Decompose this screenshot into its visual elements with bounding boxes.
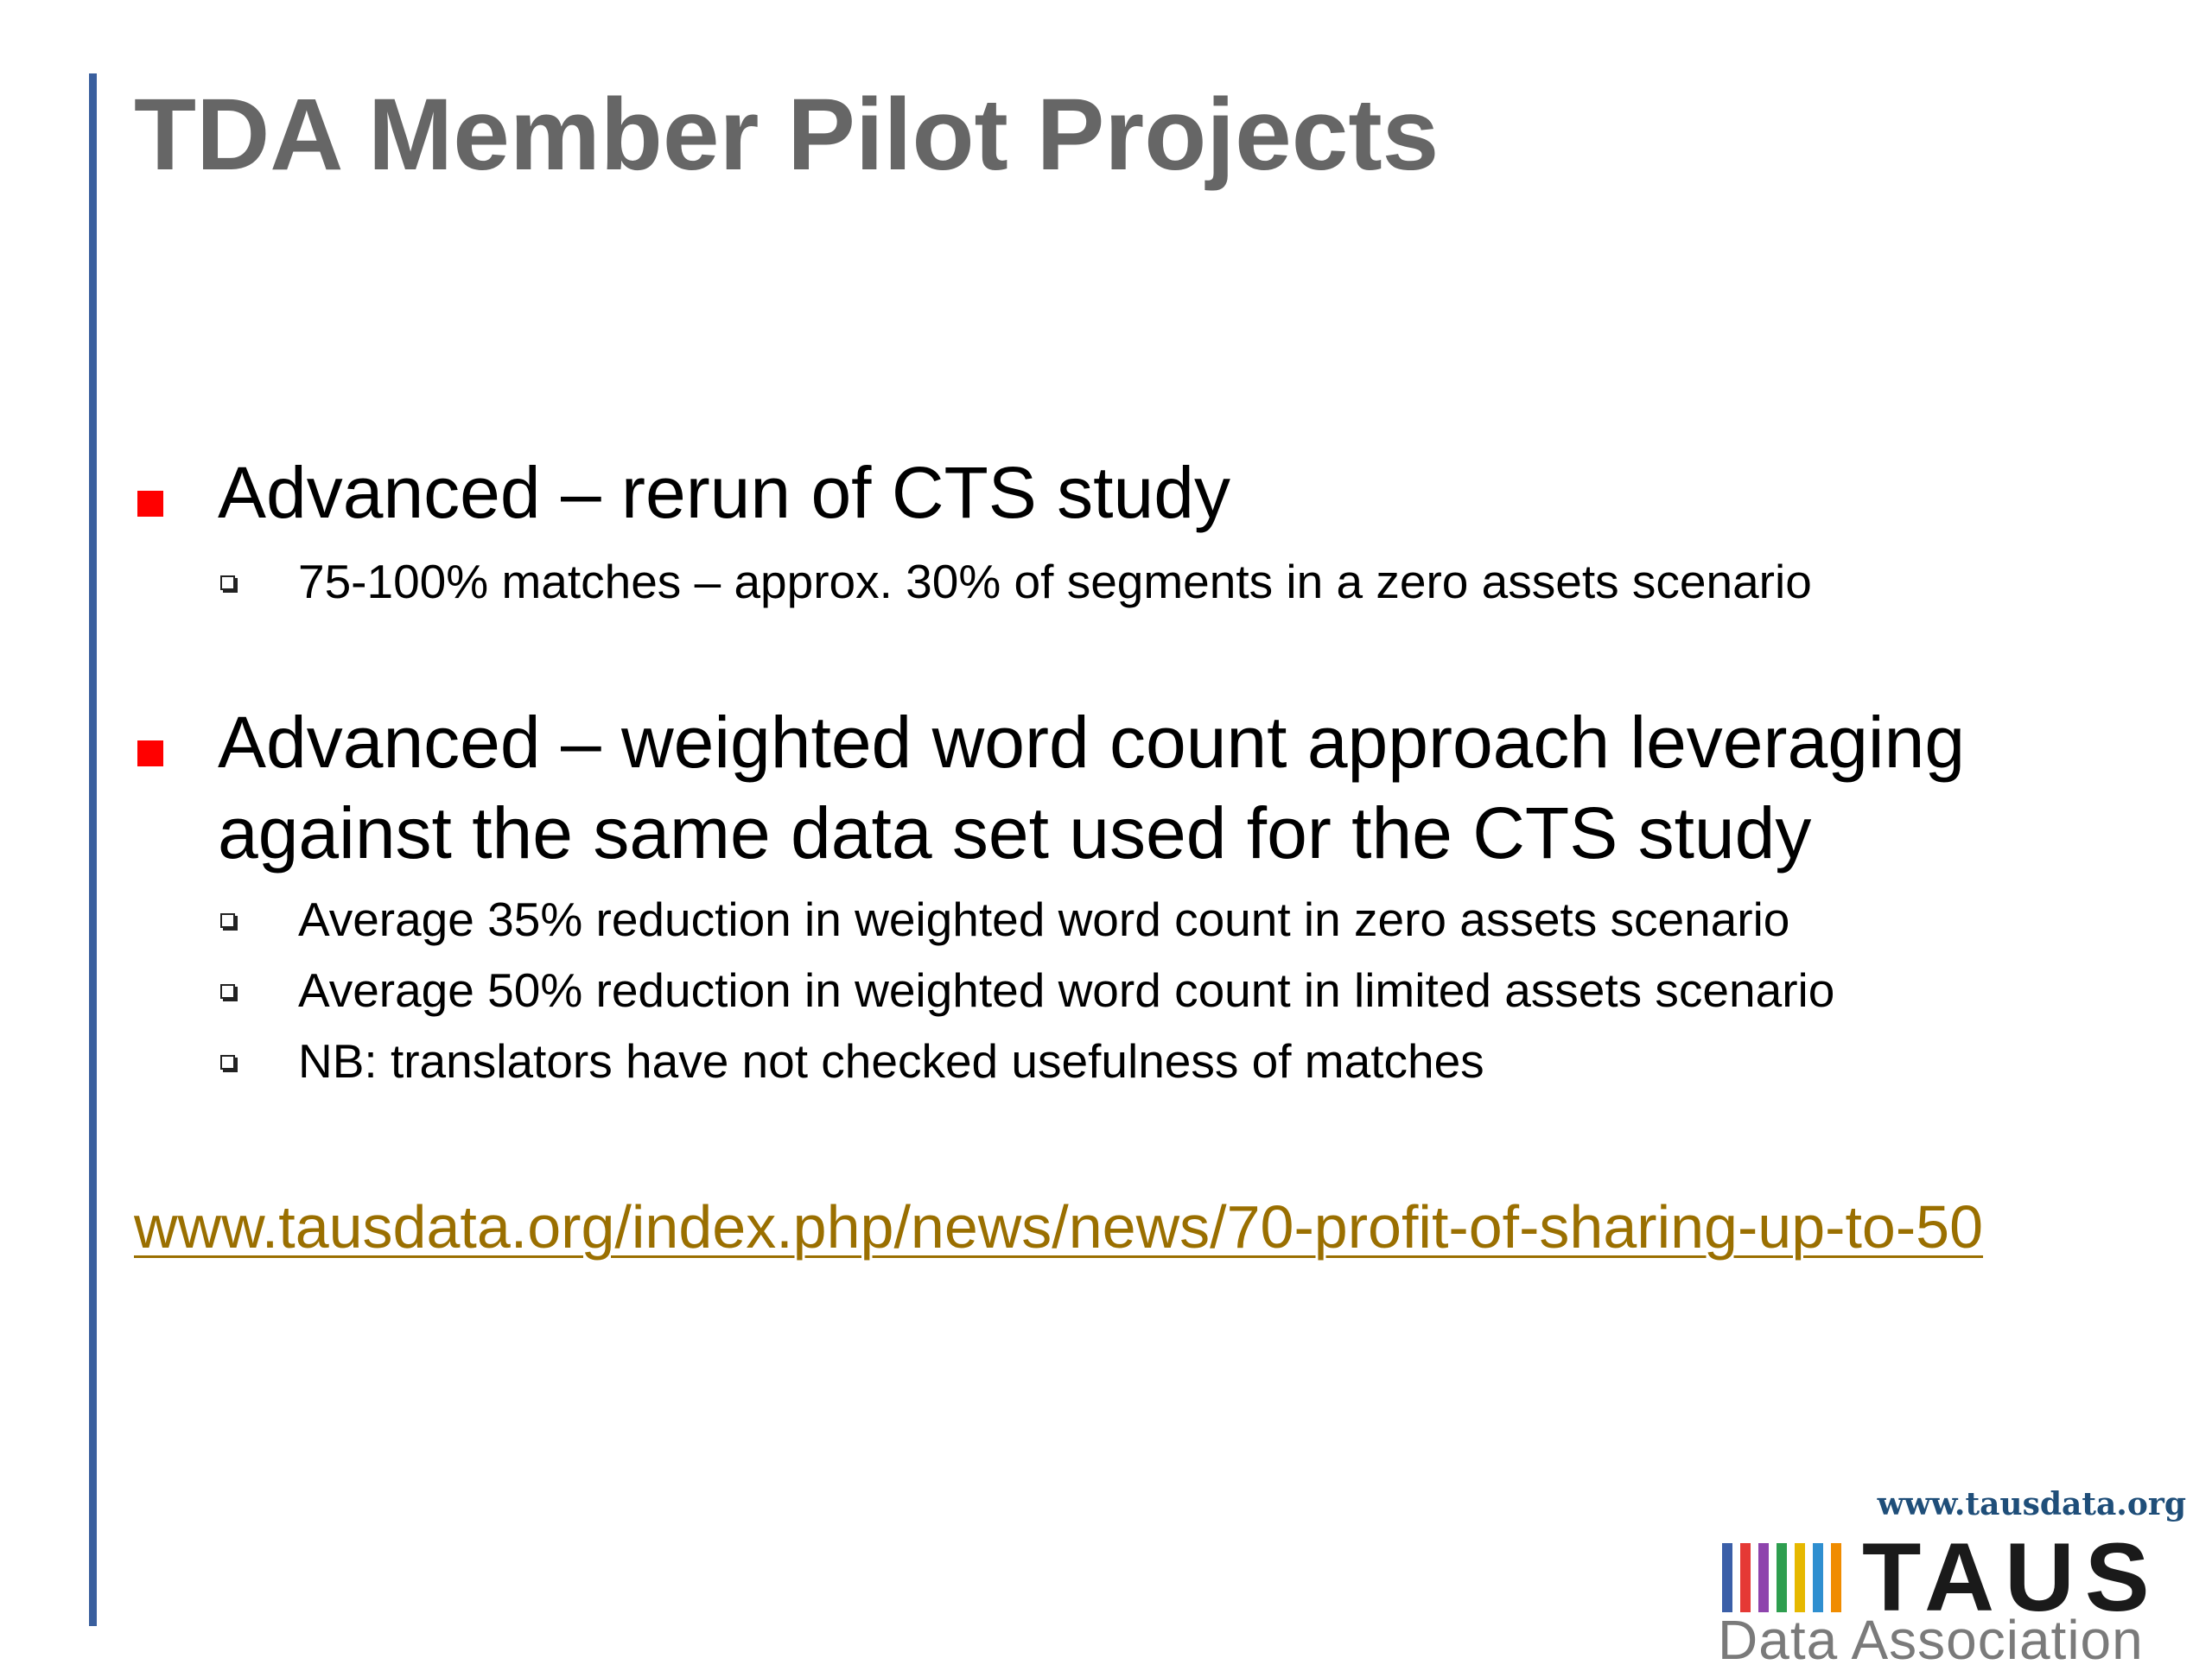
hollow-square-bullet-icon bbox=[220, 1055, 235, 1070]
bullet-text-line-1: Advanced – weighted word count approach leveraging bbox=[218, 702, 1966, 783]
bullet-item bbox=[134, 448, 2121, 543]
logo-bar bbox=[1740, 1543, 1751, 1612]
logo-tagline: Data Association bbox=[1718, 1609, 2144, 1671]
color-bars-icon bbox=[1722, 1543, 1852, 1612]
hollow-square-bullet-icon bbox=[220, 984, 235, 999]
logo-url: www.tausdata.org bbox=[1877, 1486, 2186, 1522]
red-square-bullet-icon bbox=[137, 491, 163, 517]
logo-bar bbox=[1758, 1543, 1769, 1612]
logo-bar bbox=[1777, 1543, 1787, 1612]
logo-bar bbox=[1813, 1543, 1823, 1612]
sub-bullet-text: Average 35% reduction in weighted word count in zero assets scenario bbox=[298, 893, 1790, 946]
news-link[interactable]: www.tausdata.org/index.php/news/news/70-profit-of-sharing-up-to-50 bbox=[134, 1193, 1984, 1261]
hollow-square-bullet-icon bbox=[220, 575, 235, 590]
bullet-text: Advanced – rerun of CTS study bbox=[218, 452, 1230, 533]
sub-bullet-text: NB: translators have not checked usefulness of matches bbox=[298, 1034, 1484, 1088]
slide-title: TDA Member Pilot Projects bbox=[134, 78, 1440, 192]
red-square-bullet-icon bbox=[137, 740, 163, 766]
hollow-square-bullet-icon bbox=[220, 913, 235, 928]
bullet-text-line-2: against the same data set used for the CTS study bbox=[218, 792, 1812, 874]
taus-logo bbox=[1711, 1486, 2195, 1671]
logo-wordmark: TAUS bbox=[1862, 1523, 2160, 1631]
sub-bullet-text: 75-100% matches – approx. 30% of segments in a zero assets scenario bbox=[298, 555, 1812, 608]
left-accent-rule bbox=[89, 73, 97, 1626]
logo-bar bbox=[1831, 1543, 1841, 1612]
sub-bullet-text: Average 50% reduction in weighted word count in limited assets scenario bbox=[298, 963, 1835, 1017]
logo-bar bbox=[1722, 1543, 1732, 1612]
bullet-item bbox=[134, 697, 2121, 879]
logo-bar bbox=[1795, 1543, 1805, 1612]
